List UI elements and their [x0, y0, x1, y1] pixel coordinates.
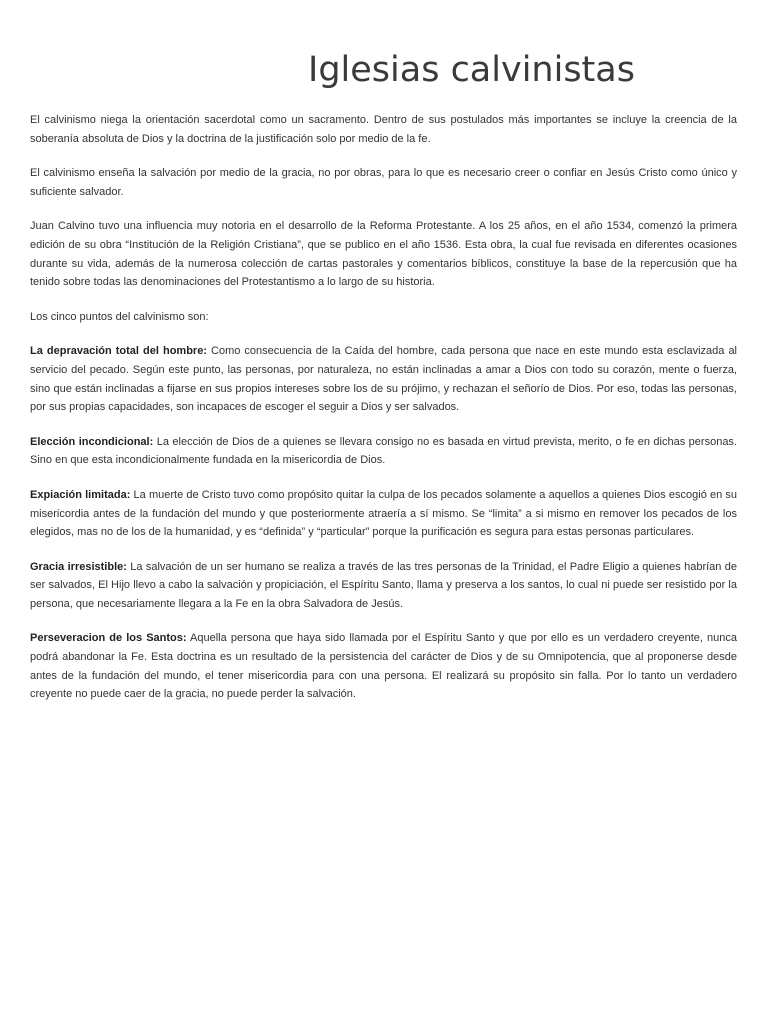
paragraph-juan-calvino: Juan Calvino tuvo una influencia muy notoria en el desarrollo de la Reforma Protestante. A los 25 años, en el año 1534, comenzó la primera edición de su obra “Institución de la Religión Cristiana”, que se publico en el año 1536. Esta obra, la cual fue revisada en diferentes ocasiones durante su vida, además de la numerosa colección de cartas pastorales y comentarios bíblicos, constituye la base de la repercusión que ha tenido sobre todas las denominaciones del Protestantismo a lo largo de su historia. [30, 220, 737, 289]
point-term: Elección incondicional: [30, 435, 154, 448]
point-text: Aquella persona que haya sido llamada por el Espíritu Santo y que por ello es un verdadero creyente, nunca podrá abandonar la Fe. Esta doctrina es un resultado de la persistencia del carácter de Dios y de su Omnipotencia, que al proponerse desde antes de la fundación del mundo, el tener misericordia para con una persona. El realizará su propósito sin falla. Por lo tanto un verdadero creyente no puede caer de la gracia, no puede perder la salvación. [30, 632, 737, 701]
point-text: La elección de Dios de a quienes se llevara consigo no es basada en virtud prevista, merito, o fe en dichas personas. Sino en que esta incondicionalmente fundada en la misericordia de Dios. [30, 435, 737, 467]
point-eleccion [30, 433, 737, 470]
document-body [30, 111, 737, 720]
point-depravacion [30, 342, 737, 416]
point-gracia [30, 558, 737, 614]
page-title: Iglesias calvinistas [308, 50, 635, 90]
point-expiacion [30, 486, 737, 542]
point-term: Perseveracion de los Santos: [30, 632, 187, 645]
point-text: La salvación de un ser humano se realiza a través de las tres personas de la Trinidad, el Padre Eligio a quienes habrían de ser salvados, El Hijo llevo a cabo la salvación y propiciación, el Espíritu Santo, llama y preserva a los santos, lo cual ni puede ser resistido por la persona, que necesariamente llegara a la Fe en la obra Salvadora de Jesús. [30, 560, 737, 610]
point-term: Expiación limitada: [30, 488, 131, 501]
point-term: La depravación total del hombre: [30, 345, 207, 358]
point-text: Como consecuencia de la Caída del hombre, cada persona que nace en este mundo esta esclavizada al servicio del pecado. Según este punto, las personas, por naturaleza, no están inclinadas a amar a Dios con todo su corazón, mente o fuerza, sino que están inclinadas a fijarse en sus propios intereses sobre los de su prójimo, y rechazan el señorío de Dios. Por eso, todas las personas, por sus propias capacidades, son incapaces de escoger el seguir a Dios y ser salvados. [30, 345, 738, 414]
point-perseveracion [30, 629, 737, 703]
paragraph-salvation: El calvinismo enseña la salvación por medio de la gracia, no por obras, para lo que es necesario creer o confiar en Jesús Cristo como único y suficiente salvador. [30, 167, 737, 198]
point-text: La muerte de Cristo tuvo como propósito quitar la culpa de los pecados solamente a aquellos a quienes Dios escogió en su misericordia antes de la fundación del mundo y que posteriormente atraería a sí mismo. Se “limita” a si mismo en remover los pecados de los elegidos, mas no de los de la humanidad, y es “definida” y “particular” porque la purificación es segura para estas personas particulares. [30, 488, 738, 539]
paragraph-cinco-puntos: Los cinco puntos del calvinismo son: [30, 310, 209, 323]
paragraph-intro: El calvinismo niega la orientación sacerdotal como un sacramento. Dentro de sus postulados más importantes se incluye la creencia de la soberanía absoluta de Dios y la doctrina de la justificación solo por medio de la fe. [30, 114, 737, 145]
point-term: Gracia irresistible: [30, 560, 127, 573]
